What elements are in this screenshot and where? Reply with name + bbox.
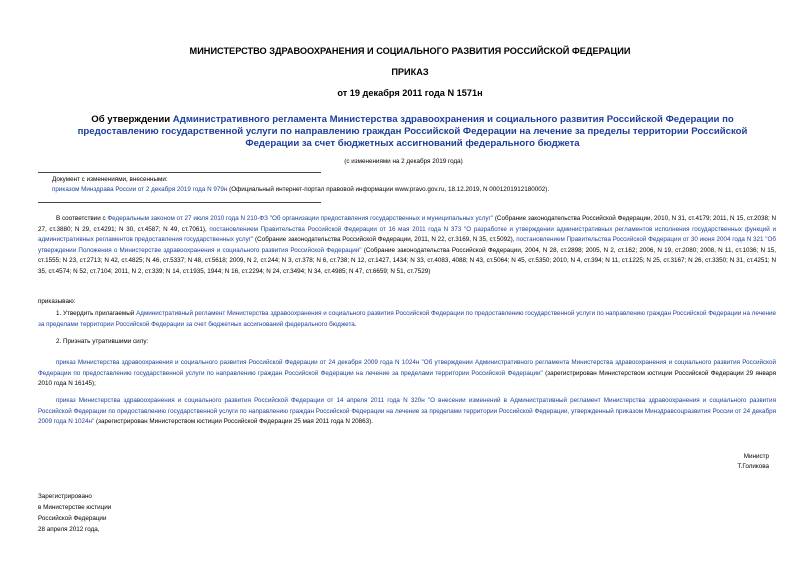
- registration-line-1: Зарегистрировано: [38, 493, 92, 500]
- revoked-order-1: приказ Министерства здравоохранения и социального развития Российской Федерации от 24 декабря 2009 года N 1024н "Об утверждении Административного регламента Министерства здравоохранения и социального развития Российской Федерации по предоставлению государственной услуги по направлению граждан Российской Федерации на лечение за пределами территории Российской Федерации" (зарегистрирован Министерством юстиции Российской Федерации 29 января 2010 года N 16145);: [38, 359, 776, 388]
- registration-line-4: 28 апреля 2012 года,: [38, 526, 100, 533]
- bottom-divider: [38, 202, 321, 203]
- date-number-heading: от 19 декабря 2011 года N 1571н: [337, 88, 483, 98]
- doc-type-heading: ПРИКАЗ: [391, 67, 429, 77]
- item-1-paragraph: 1. Утвердить прилагаемый Административный регламент Министерства здравоохранения и социального развития Российской Федерации по предоставлению государственной услуги по направлению граждан Российской Федерации на лечение за пределами территории Российской Федерации за счет бюджетных ассигнований федерального бюджета.: [38, 310, 776, 328]
- order-320n-link[interactable]: приказ Министерства здравоохранения и социального развития Российской Федерации от 14 апреля 2011 года N 320н "О внесении изменений в Административный регламент Министерства здравоохранения и социального развития Российской Федерации по предоставлению государственной услуги по направлению граждан Российской Федерации на лечение за пределами территории Российской Федерации, утвержденный приказом Минздравсоцразвития России от 24 декабря 2009 года N 1024н": [38, 397, 776, 426]
- regulation-link[interactable]: Административный регламент Министерства здравоохранения и социального развития Российской Федерации по предоставлению государственной услуги по направлению граждан Российской Федерации на лечение за пределами территории Российской Федерации за счет бюджетных ассигнований федерального бюджета: [38, 310, 776, 328]
- registration-line-3: Российской Федерации: [38, 515, 107, 522]
- signature-position: Министр: [743, 453, 769, 460]
- changes-note: (с изменениями на 2 декабря 2019 года): [344, 158, 463, 165]
- order-1024n-link[interactable]: приказ Министерства здравоохранения и социального развития Российской Федерации от 24 декабря 2009 года N 1024н "Об утверждении Административного регламента Министерства здравоохранения и социального развития Российской Федерации по предоставлению государственной услуги по направлению граждан Российской Федерации на лечение за пределами территории Российской Федерации": [38, 359, 776, 377]
- amendment-source: (Официальный интернет-портал правовой информации www.pravo.gov.ru, 18.12.2019, N 0001201912180002).: [227, 186, 550, 193]
- title-prefix: Об утверждении: [91, 114, 171, 125]
- amendments-label: Документ с изменениями, внесенными:: [52, 176, 168, 183]
- government-resolution-321-link[interactable]: постановлением Правительства Российской Федерации от 30 июня 2004 года N 321 "Об утверждении Положения о Министерстве здравоохранения и социального развития Российской Федерации": [38, 236, 776, 254]
- revoked-order-2: приказ Министерства здравоохранения и социального развития Российской Федерации от 14 апреля 2011 года N 320н "О внесении изменений в Административный регламент Министерства здравоохранения и социального развития Российской Федерации по предоставлению государственной услуги по направлению граждан Российской Федерации на лечение за пределами территории Российской Федерации, утвержденный приказом Минздравсоцразвития России от 24 декабря 2009 года N 1024н" (зарегистрирован Министерством юстиции Российской Федерации 25 мая 2011 года N 20863).: [38, 397, 776, 426]
- government-resolution-373-link[interactable]: постановлением Правительства Российской Федерации от 16 мая 2011 года N 373 "О разработке и утверждении административных регламентов исполнения государственных функций и административных регламентов предоставления государственных услуг": [38, 225, 776, 244]
- preamble-paragraph: В соответствии с Федеральным законом от 27 июля 2010 года N 210-ФЗ "Об организации предоставления государственных и муниципальных услуг" (Собрание законодательства Российской Федерации, 2010, N 31, ст.4179; 2011, N 15, ст.2038; N 27, ст.3880; N 29, ст.4291; N 30, ст.4587; N 49, ст.7061), постановлением Правительства Российской Федерации от 16 мая 2011 года N 373 "О разработке и утверждении административных регламентов исполнения государственных функций и административных регламентов предоставления государственных услуг" (Собрание законодательства Российской Федерации, 2011, N 22, ст.3169, N 35, ст.5092), постановлением Правительства Российской Федерации от 30 июня 2004 года N 321 "Об утверждении Положения о Министерстве здравоохранения и социального развития Российской Федерации" (Собрание законодательства Российской Федерации, 2004, N 28, ст.2898; 2005, N 2, ст.162; 2006, N 19, ст.2080; 2008, N 11, ст.1036; N 15, ст.1555; N 23, ст.2713; N 42, ст.4825; N 46, ст.5337; N 48, ст.5618; 2009, N 2, ст.244; N 3, ст.378; N 6, ст.738; N 12, ст.1427, 1434; N 33, ст.4083, 4088; N 43, ст.5064; N 45, ст.5350; 2010, N 4, ст.394; N 11, ст.1225; N 25, ст.3167; N 26, ст.3350; N 31, ст.4251; N 35, ст.4574; N 52, ст.7104; 2011, N 2, ст.339; N 14, ст.1935, 1944; N 16, ст.2294; N 24, ст.3494; N 34, ст.4985; N 47, ст.6659; N 51, ст.7529): [38, 215, 777, 275]
- item-2-paragraph: 2. Признать утратившими силу:: [56, 338, 149, 345]
- order-word: приказываю:: [38, 298, 76, 305]
- amendment-order-link[interactable]: приказом Минздрава России от 2 декабря 2019 года N 979н: [52, 186, 228, 193]
- top-divider: [38, 172, 321, 173]
- amendments-line: [52, 185, 772, 195]
- document-title: [50, 114, 775, 150]
- federal-law-link[interactable]: Федеральным законом от 27 июля 2010 года N 210-ФЗ "Об организации предоставления государственных и муниципальных услуг": [107, 215, 494, 222]
- ministry-heading: МИНИСТЕРСТВО ЗДРАВООХРАНЕНИЯ И СОЦИАЛЬНОГО РАЗВИТИЯ РОССИЙСКОЙ ФЕДЕРАЦИИ: [189, 46, 631, 56]
- title-regulation-link[interactable]: Административного регламента Министерства здравоохранения и социального развития Российской Федерации по предоставлению государственной услуги по направлению граждан Российской Федерации на лечение за пределы территории Российской Федерации за счет бюджетных ассигнований федерального бюджета: [77, 114, 748, 149]
- signature-name: Т.Голикова: [737, 463, 769, 470]
- registration-line-2: в Министерстве юстиции: [38, 504, 112, 511]
